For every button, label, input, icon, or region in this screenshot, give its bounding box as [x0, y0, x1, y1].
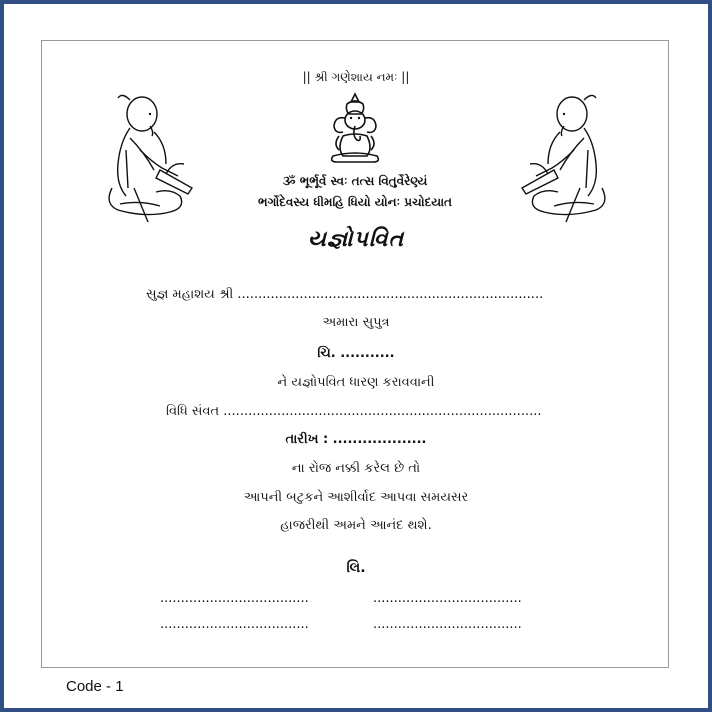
vidhi-samvat-line: વિધિ સંવત ............................................................................. [166, 404, 542, 419]
ceremony-line: ને યજ્ઞોપવિત ધારણ કરાવવાની [277, 375, 435, 390]
priest-right-illustration [518, 92, 614, 224]
signature-line-right-2: .................................... [373, 617, 522, 632]
mantra-line-1: ૐ ભૂર્ભૂર્વ સ્વઃ તત્સ વિતુર્વેરેણ્યં [282, 174, 428, 188]
signature-line-left-2: .................................... [160, 617, 309, 632]
date-line: તારીખ : ................... [285, 432, 427, 447]
code-label: Code - 1 [66, 678, 124, 695]
signature-line-left-1: .................................... [160, 591, 309, 606]
ganesha-icon [325, 92, 385, 164]
priest-left-illustration [100, 92, 196, 224]
day-line: ના રોજ નક્કી કરેલ છે તો [291, 461, 421, 476]
mantra-line-2: ભર્ગોદેવસ્ય ધીમહિ ધિયો યોનઃ પ્રચોદયાત [257, 195, 453, 209]
greeting-line: સુજ્ઞ મહાશય શ્રી .......................................................................... [146, 287, 544, 302]
blessing-line: આપની બટુકને આશીર્વાદ આપવા સમયસર [243, 490, 469, 505]
ceremony-heading: યજ્ઞોપવિત [307, 227, 405, 252]
invocation-text: || શ્રી ગણેશાય નમઃ || [302, 70, 410, 84]
presence-line: હાજરીથી અમને આનંદ થશે. [280, 518, 432, 533]
son-line: અમારા સુપુત્ર [322, 315, 390, 330]
signature-line-right-1: .................................... [373, 591, 522, 606]
signoff-label: લિ. [346, 560, 366, 576]
child-name-line: ચિ. ........... [317, 346, 395, 361]
